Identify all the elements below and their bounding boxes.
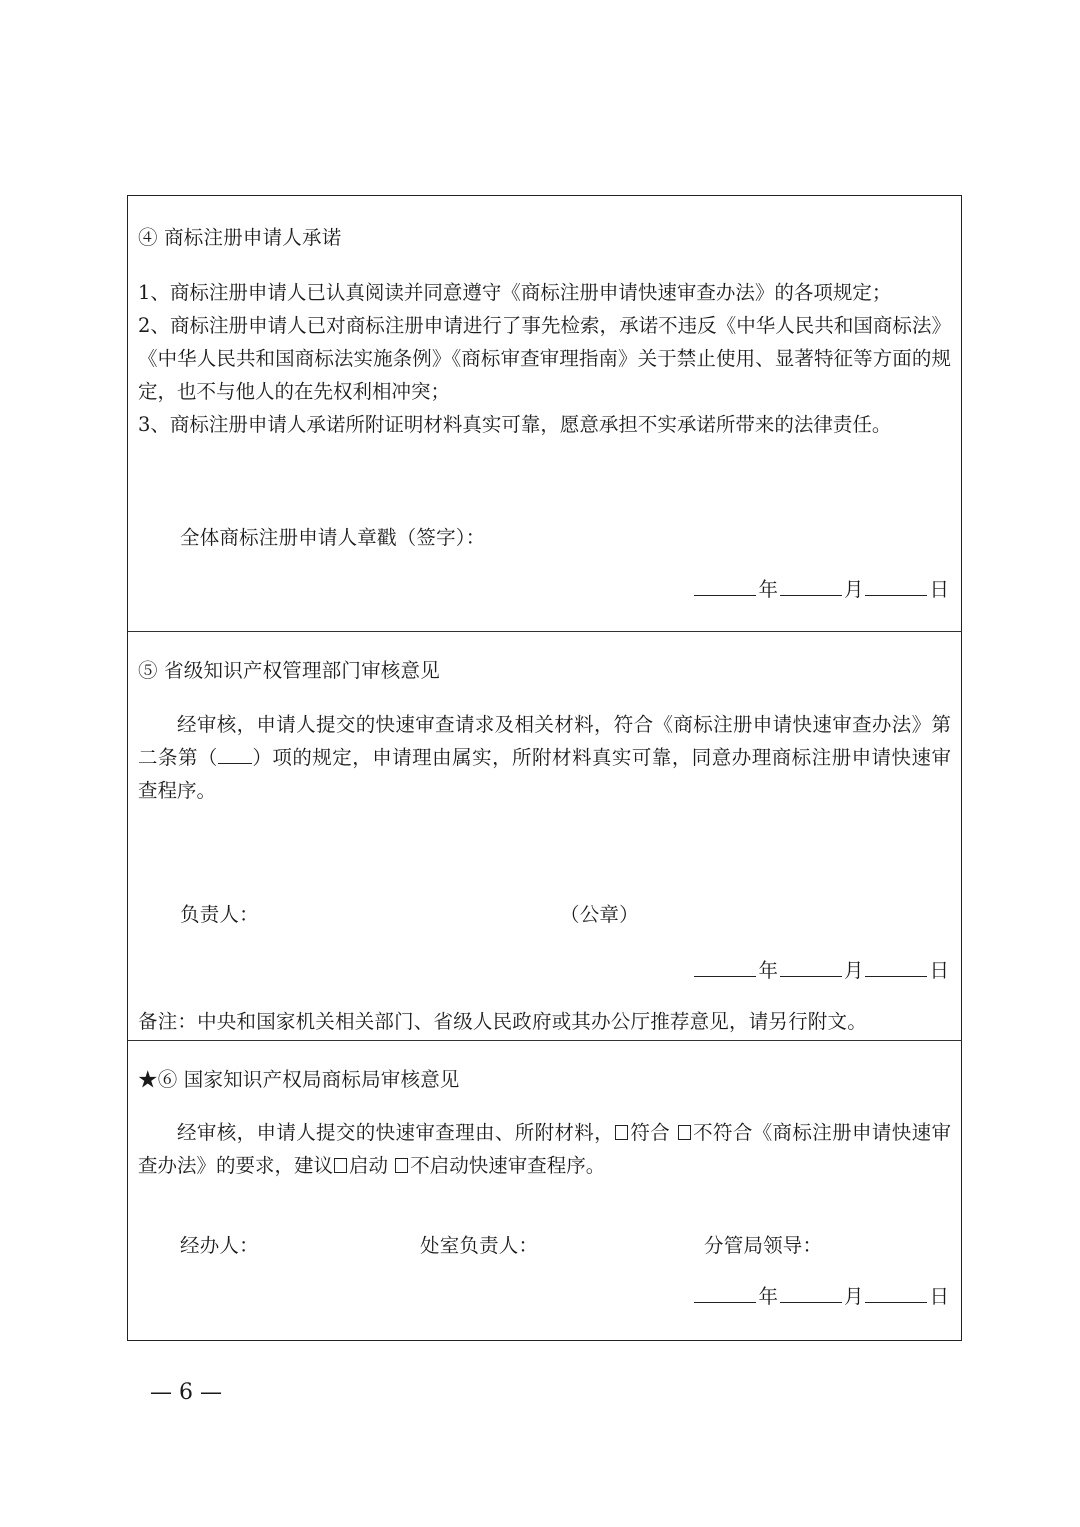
office-para-part2: 《商标注册申请快速审查办法》的要求，建议	[138, 1121, 951, 1177]
section5-heading: ⑤ 省级知识产权管理部门审核意见	[138, 659, 440, 682]
day-blank[interactable]	[865, 577, 927, 596]
conform-checkbox[interactable]	[615, 1125, 628, 1140]
year-blank[interactable]	[694, 958, 756, 977]
section-trademark-office-review	[128, 1041, 961, 1340]
office-para-part1: 经审核，申请人提交的快速审查理由、所附材料，	[177, 1121, 615, 1144]
item-number-blank[interactable]	[218, 745, 252, 764]
year-blank[interactable]	[694, 1284, 756, 1303]
section-applicant-commitment	[128, 196, 961, 632]
official-seal-label: （公章）	[560, 903, 639, 926]
year-label: 年	[758, 1285, 778, 1308]
applicant-date-field	[692, 574, 949, 602]
provincial-review-paragraph	[138, 708, 951, 807]
month-label: 月	[843, 1285, 864, 1308]
conform-label: 符合	[630, 1121, 671, 1144]
commitment-item-3: 3、商标注册申请人承诺所附证明材料真实可靠，愿意承担不实承诺所带来的法律责任。	[138, 413, 892, 436]
section-provincial-review	[128, 632, 961, 1041]
year-blank[interactable]	[694, 577, 756, 596]
responsible-person-label: 负责人：	[180, 903, 259, 926]
page-number: — 6 —	[150, 1380, 222, 1405]
day-label: 日	[929, 959, 949, 982]
month-blank[interactable]	[780, 1284, 842, 1303]
day-label: 日	[929, 578, 949, 601]
office-date-field	[692, 1281, 949, 1309]
provincial-para-before: 经审核，申请人提交的快速审查请求及相关材料，符合《商标注册申请快速审查办法》第二条第（	[138, 713, 951, 769]
not-start-label: 不启动	[410, 1154, 469, 1177]
provincial-para-after: ）项的规定，申请理由属实，所附材料真实可靠，同意办理商标注册申请快速审查程序。	[138, 746, 951, 802]
commitment-item-1: 1、商标注册申请人已认真阅读并同意遵守《商标注册申请快速审查办法》的各项规定；	[138, 281, 892, 304]
start-checkbox[interactable]	[334, 1158, 347, 1173]
review-form-table	[127, 195, 962, 1341]
office-review-paragraph	[138, 1116, 951, 1182]
not-conform-checkbox[interactable]	[678, 1125, 691, 1140]
bureau-leader-label: 分管局领导：	[704, 1234, 823, 1257]
year-label: 年	[758, 959, 778, 982]
not-start-checkbox[interactable]	[395, 1158, 408, 1173]
year-label: 年	[758, 578, 778, 601]
provincial-note: 备注：中央和国家机关相关部门、省级人民政府或其办公厅推荐意见，请另行附文。	[138, 1010, 867, 1033]
month-blank[interactable]	[780, 577, 842, 596]
not-conform-label: 不符合	[692, 1121, 753, 1144]
section4-heading: ④ 商标注册申请人承诺	[138, 226, 342, 249]
day-blank[interactable]	[865, 1284, 927, 1303]
handler-label: 经办人：	[180, 1234, 259, 1257]
month-blank[interactable]	[780, 958, 842, 977]
section6-heading: ★⑥ 国家知识产权局商标局审核意见	[138, 1068, 460, 1091]
day-blank[interactable]	[865, 958, 927, 977]
commitment-list	[138, 276, 951, 441]
start-label: 启动	[349, 1154, 389, 1177]
provincial-date-field	[692, 955, 949, 983]
day-label: 日	[929, 1285, 949, 1308]
applicant-signature-label: 全体商标注册申请人章戳（签字）：	[180, 526, 486, 549]
office-para-part3: 快速审查程序。	[468, 1154, 606, 1177]
month-label: 月	[843, 959, 864, 982]
month-label: 月	[843, 578, 864, 601]
commitment-item-2: 2、商标注册申请人已对商标注册申请进行了事先检索，承诺不违反《中华人民共和国商标法》《中华人民共和国商标法实施条例》《商标审查审理指南》关于禁止使用、显著特征等方面的规定，也不与他人的在先权利相冲突；	[138, 314, 951, 403]
office-head-label: 处室负责人：	[420, 1234, 539, 1257]
